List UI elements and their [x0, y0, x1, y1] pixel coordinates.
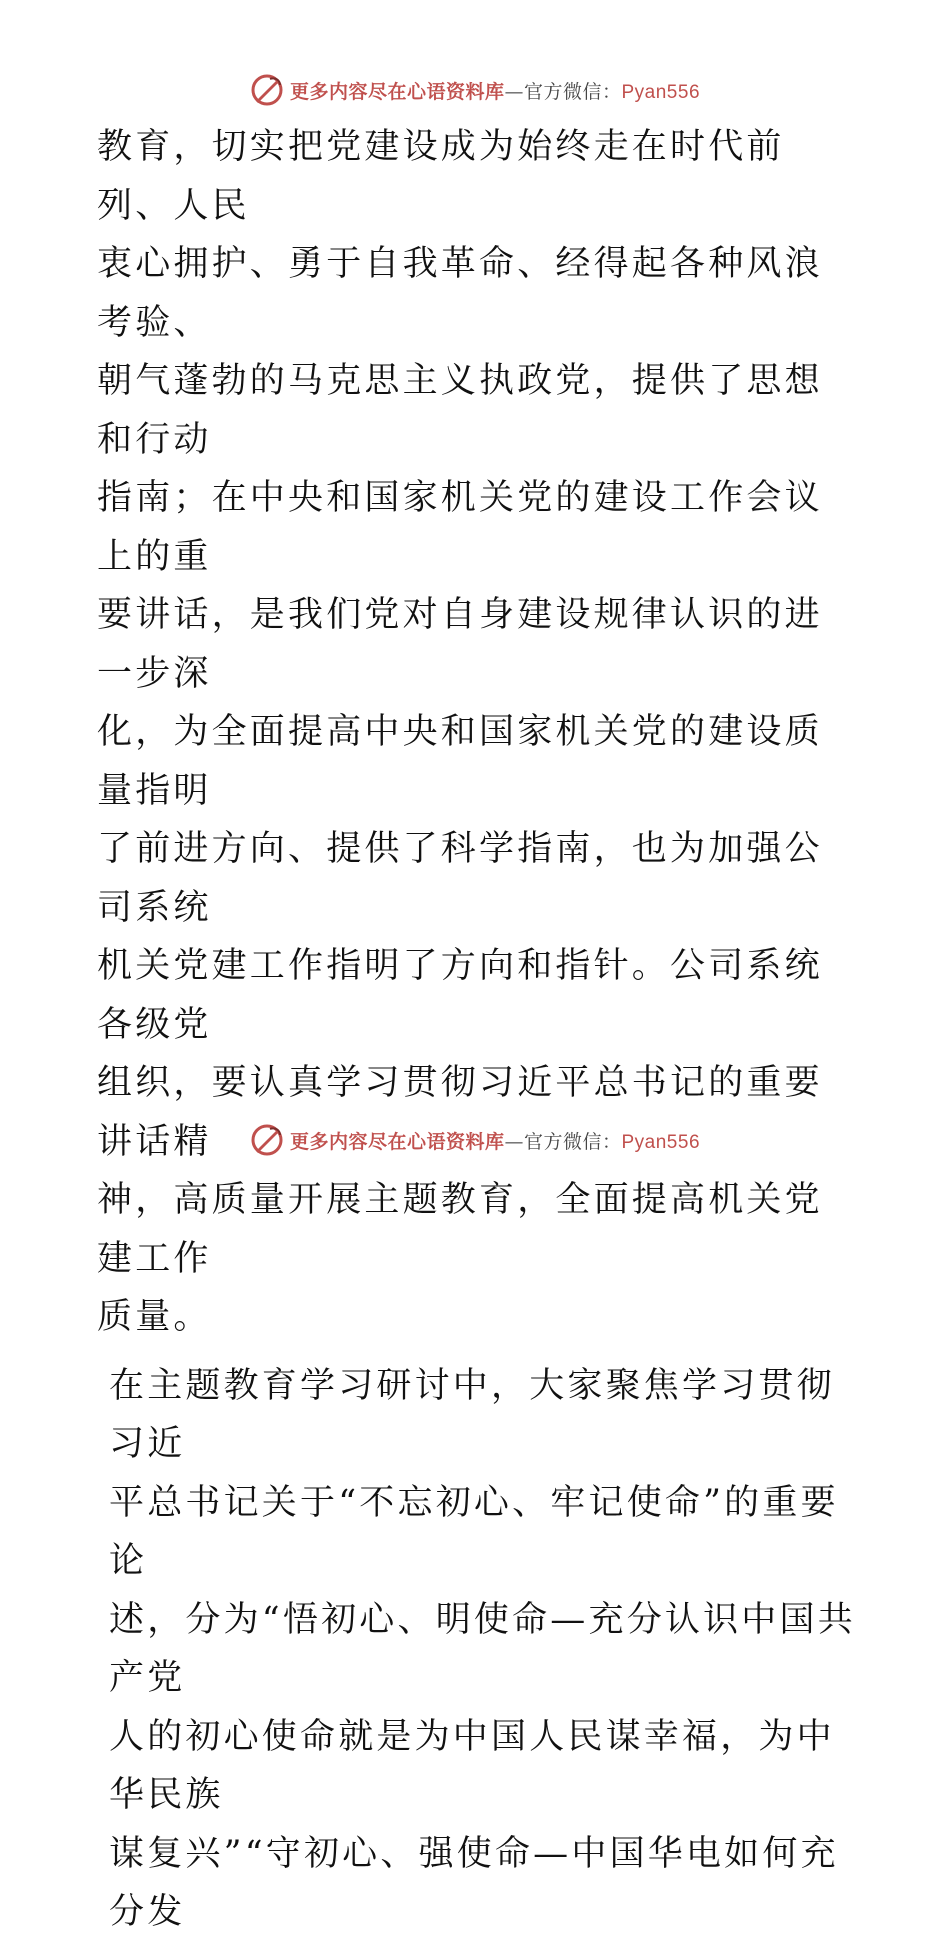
pen-logo-icon — [250, 73, 284, 107]
header-watermark — [0, 70, 950, 110]
footer-watermark — [0, 1120, 950, 1160]
watermark-label: 官方微信： — [523, 80, 622, 103]
watermark-dash: — — [504, 1130, 524, 1153]
watermark-handle: Pyan556 — [621, 81, 701, 103]
watermark-brand: 更多内容尽在心语资料库 — [289, 80, 505, 103]
paragraph-1: 教育，切实把党建设成为始终走在时代前列、人民 衷心拥护、勇于自我革命、经得起各种风浪考验、 朝气蓬勃的马克思主义执政党，提供了思想和行动 指南；在中央和国家机关党的建设工作会议上的重 要讲话，是我们党对自身建设规律认识的进一步深 化，为全面提高中央和国家机关党的建设质量指明 了前进方向、提供了科学指南，也为加强公司系统 机关党建工作指明了方向和指针。公司系统各级党 组织，要认真学习贯彻习近平总书记的重要讲话精 神，高质量开展主题教育，全面提高机关党建工作 质量。 — [97, 127, 823, 1337]
watermark-dash: — — [504, 80, 524, 103]
watermark-label: 官方微信： — [523, 1130, 622, 1153]
paragraph-2: 在主题教育学习研讨中，大家聚焦学习贯彻习近 平总书记关于“不忘初心、牢记使命”的重要论 述，分为“悟初心、明使命—充分认识中国共产党 人的初心使命就是为中国人民谋幸福，为中华民族 谋复兴”“守初心、强使命—中国华电如何充分发 — [109, 1365, 856, 1932]
document-body — [97, 118, 857, 1942]
watermark-brand: 更多内容尽在心语资料库 — [289, 1130, 505, 1153]
watermark-handle: Pyan556 — [621, 1131, 701, 1153]
pen-logo-icon — [250, 1123, 284, 1157]
